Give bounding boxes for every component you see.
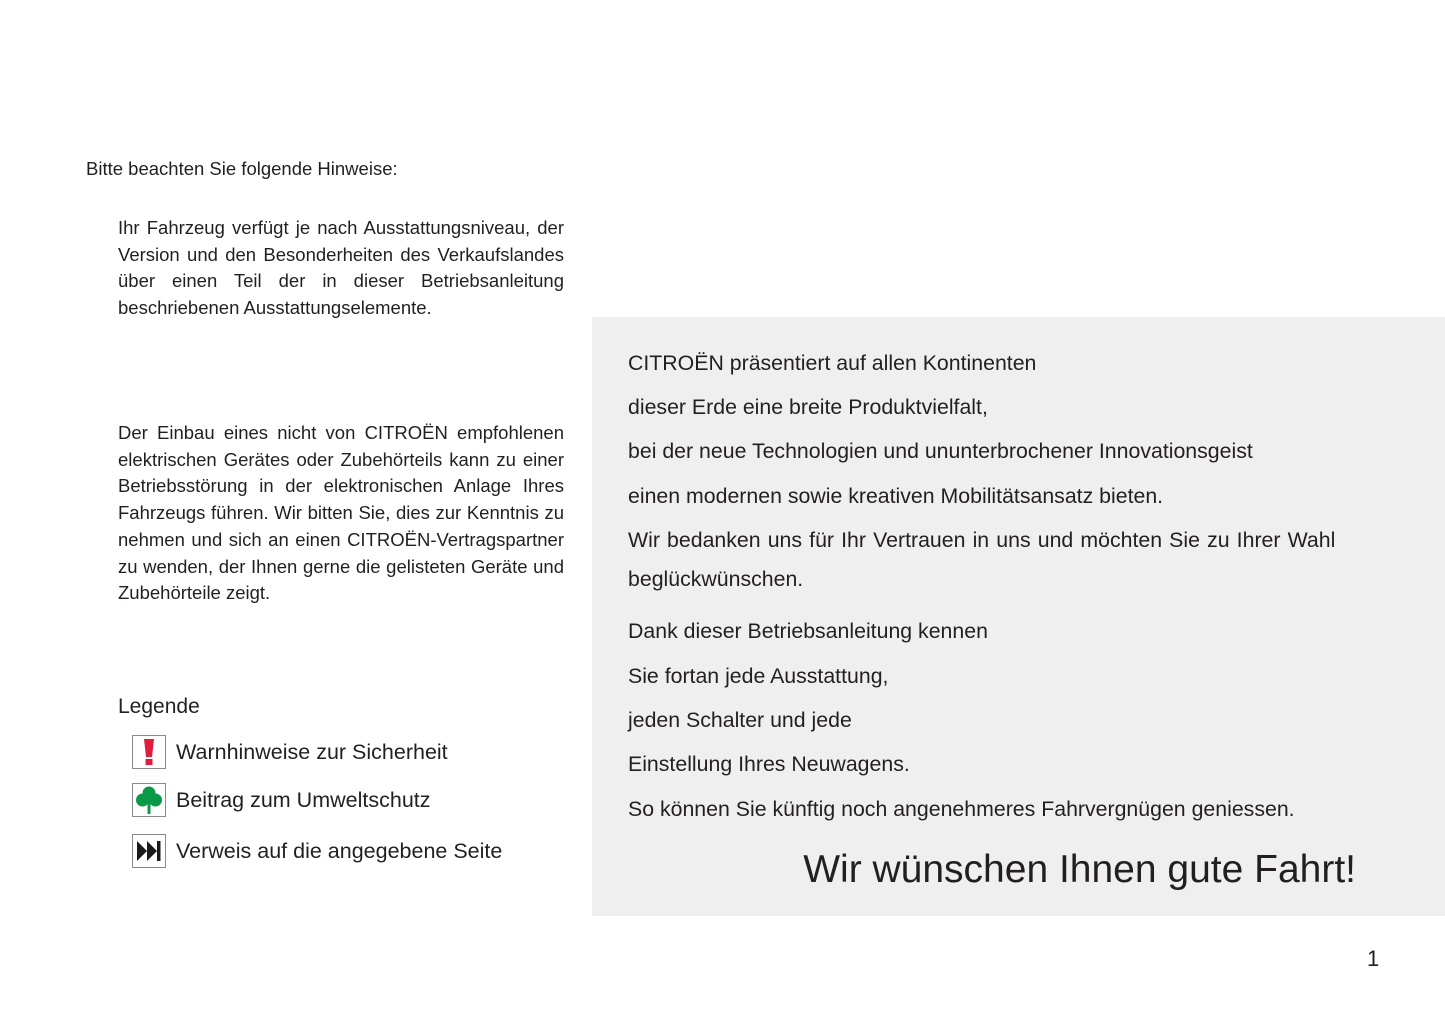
- legend-item-safety: [132, 734, 448, 770]
- legend-item-environment: [132, 782, 431, 818]
- clover-environment-icon: [132, 783, 166, 817]
- welcome-line: CITROËN präsentiert auf allen Kontinenten: [628, 351, 1037, 375]
- welcome-line: dieser Erde eine breite Produktvielfalt,: [628, 395, 988, 419]
- fast-forward-reference-icon: [132, 834, 166, 868]
- legend-title: Legende: [118, 695, 200, 718]
- welcome-line: einen modernen sowie kreativen Mobilitätsansatz bieten.: [628, 484, 1164, 508]
- legend-item-page-reference: [132, 833, 502, 869]
- welcome-line: Dank dieser Betriebsanleitung kennen: [628, 619, 988, 643]
- page-number: 1: [1367, 946, 1380, 971]
- legend-label-environment: Beitrag zum Umweltschutz: [176, 788, 431, 812]
- closing-greeting: Wir wünschen Ihnen gute Fahrt!: [803, 848, 1356, 891]
- welcome-line: Einstellung Ihres Neuwagens.: [628, 752, 910, 776]
- intro-paragraph-equipment: Ihr Fahrzeug verfügt je nach Ausstattungsniveau, der Version und den Besonderheiten des Verkaufslandes über einen Teil der in dieser Betriebsanleitung beschriebenen Ausstattungselemente.: [118, 217, 564, 319]
- intro-paragraph-accessories: Der Einbau eines nicht von CITROËN empfohlenen elektrischen Gerätes oder Zubehörteils kann zu einer Betriebsstörung in der elektronischen Anlage Ihres Fahrzeugs führen. Wir bitten Sie, dies zur Kenntnis zu nehmen und sich an einen CITROËN-Vertragspartner zu wenden, der Ihnen gerne die gelisteten Geräte und Zubehörteile zeigt.: [118, 422, 564, 604]
- welcome-panel: [592, 317, 1445, 916]
- legend-label-page-reference: Verweis auf die angegebene Seite: [176, 839, 503, 863]
- welcome-line: So können Sie künftig noch angenehmeres Fahrvergnügen geniessen.: [628, 797, 1295, 821]
- welcome-line: jeden Schalter und jede: [628, 708, 852, 732]
- welcome-line: beglückwünschen.: [628, 567, 804, 591]
- intro-heading: Bitte beachten Sie folgende Hinweise:: [86, 158, 398, 179]
- warning-exclamation-icon: [132, 735, 166, 769]
- welcome-line: Sie fortan jede Ausstattung,: [628, 664, 889, 688]
- welcome-line: Wir bedanken uns für Ihr Vertrauen in uns und möchten Sie zu Ihrer Wahl: [628, 528, 1336, 552]
- legend-label-safety: Warnhinweise zur Sicherheit: [176, 740, 448, 764]
- welcome-line: bei der neue Technologien und ununterbrochener Innovationsgeist: [628, 439, 1253, 463]
